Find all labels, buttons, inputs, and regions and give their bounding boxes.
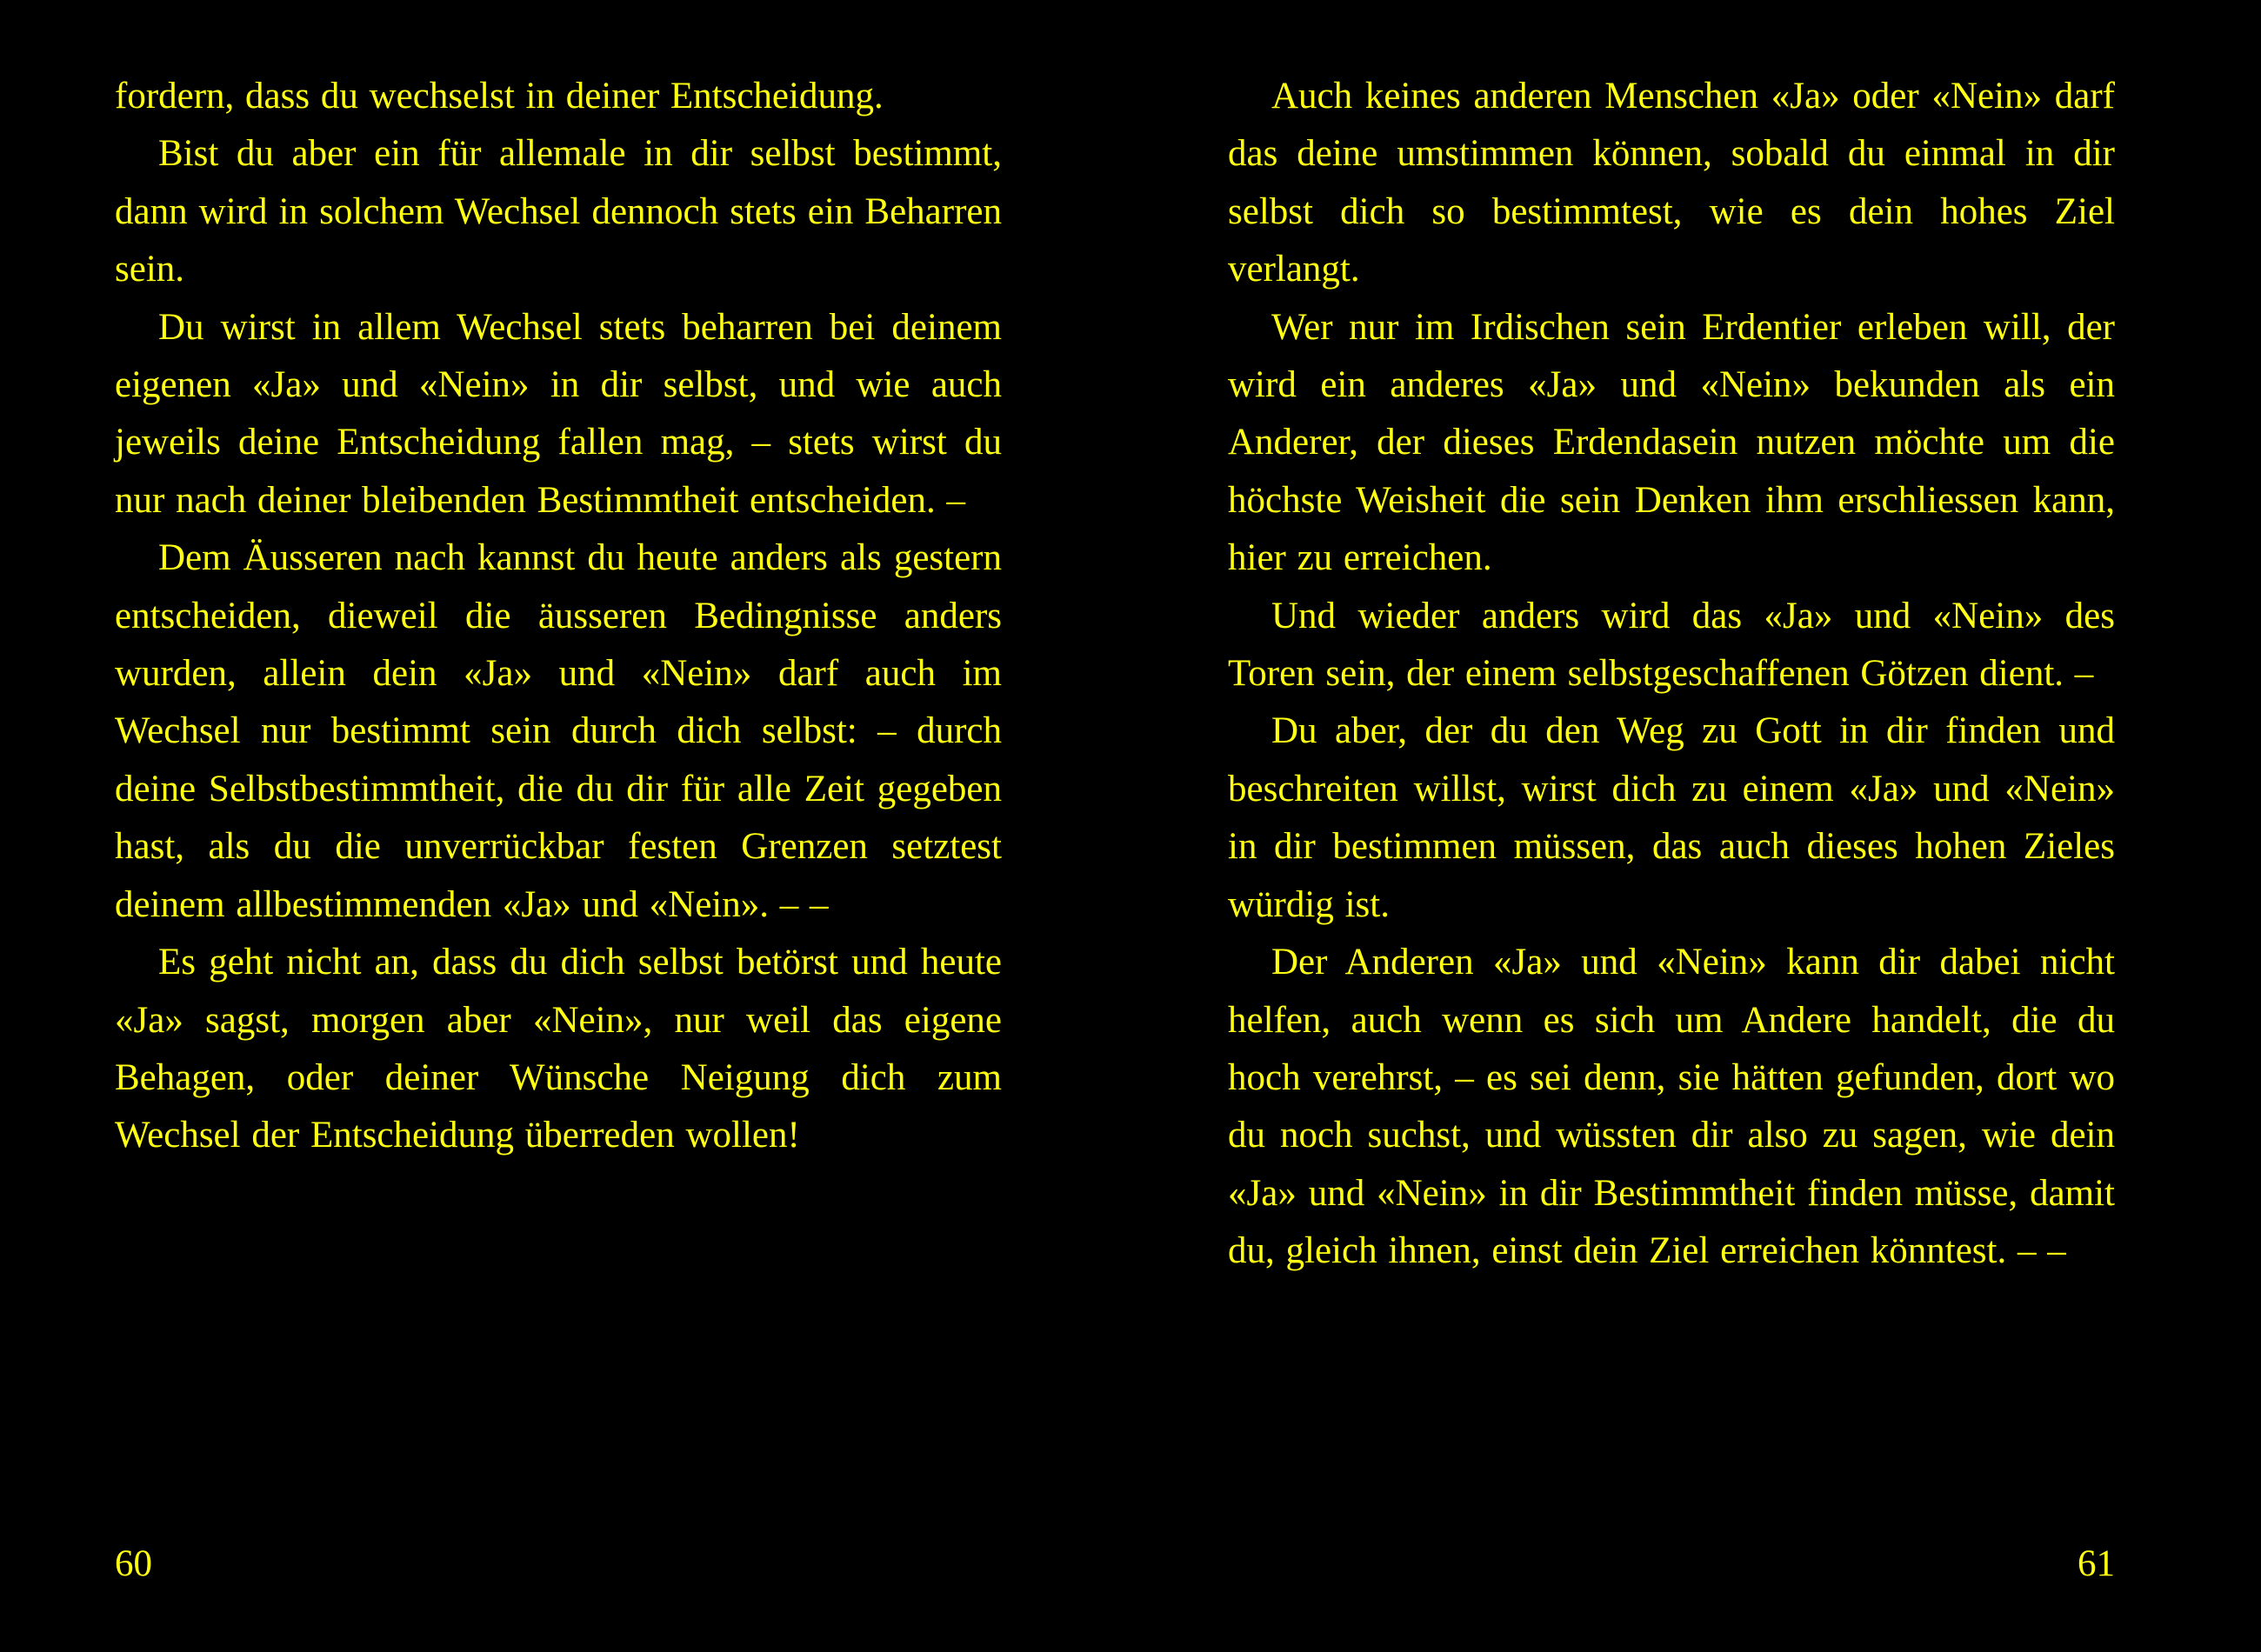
paragraph: Es geht nicht an, dass du dich selbst betörst und heute «Ja» sagst, morgen aber «Nein», nur weil das eigene Behagen, oder deiner Wünsche Neigung dich zum Wechsel der Entscheidung überreden wollen! bbox=[115, 942, 1002, 1156]
page-number: 61 bbox=[2078, 1543, 2115, 1584]
paragraph: Auch keines anderen Menschen «Ja» oder «Nein» darf das deine umstimmen können, sobald du einmal in dir selbst dich so bestimmtest, wie es dein hohes Ziel verlangt. bbox=[1228, 76, 2115, 290]
paragraph: Du wirst in allem Wechsel stets beharren bei deinem eigenen «Ja» und «Nein» in dir selbst, und wie auch jeweils deine Entscheidung fallen mag, – stets wirst du nur nach deiner bleibenden Bestimmtheit entscheiden. – bbox=[115, 306, 1002, 521]
paragraph: fordern, dass du wechselst in deiner Entscheidung. bbox=[115, 76, 884, 117]
right-page bbox=[1228, 68, 2115, 1598]
right-page-text bbox=[1228, 68, 2115, 1281]
paragraph: Bist du aber ein für allemale in dir selbst bestimmt, dann wird in solchem Wechsel dennoch stets ein Beharren sein. bbox=[115, 133, 1002, 290]
paragraph: Der Anderen «Ja» und «Nein» kann dir dabei nicht helfen, auch wenn es sich um Andere handelt, die du hoch verehrst, – es sei denn, sie hätten gefunden, dort wo du noch suchst, und wüssten dir also zu sagen, wie dein «Ja» und «Nein» in dir Bestimmtheit finden müsse, damit du, gleich ihnen, einst dein Ziel erreichen könntest. – – bbox=[1228, 942, 2115, 1272]
page-number: 60 bbox=[115, 1543, 152, 1584]
paragraph: Wer nur im Irdischen sein Erdentier erleben will, der wird ein anderes «Ja» und «Nein» bekunden als ein Anderer, der dieses Erdendasein nutzen möchte um die höchste Weisheit die sein Denken ihm erschliessen kann, hier zu erreichen. bbox=[1228, 306, 2115, 579]
paragraph: Du aber, der du den Weg zu Gott in dir finden und beschreiten willst, wirst dich zu einem «Ja» und «Nein» in dir bestimmen müssen, das auch dieses hohen Zieles würdig ist. bbox=[1228, 710, 2115, 925]
left-page-text bbox=[115, 68, 1002, 1165]
left-page bbox=[115, 68, 1002, 1598]
paragraph: Und wieder anders wird das «Ja» und «Nein» des Toren sein, der einem selbstgeschaffenen Götzen dient. – bbox=[1228, 595, 2115, 695]
paragraph: Dem Äusseren nach kannst du heute anders als gestern entscheiden, dieweil die äusseren Bedingnisse anders wurden, allein dein «Ja» und «Nein» darf auch im Wechsel nur bestimmt sein durch dich selbst: – durch deine Selbstbestimmtheit, die du dir für alle Zeit gegeben hast, als du die unverrückbar festen Grenzen setztest deinem allbestimmenden «Ja» und «Nein». – – bbox=[115, 537, 1002, 925]
